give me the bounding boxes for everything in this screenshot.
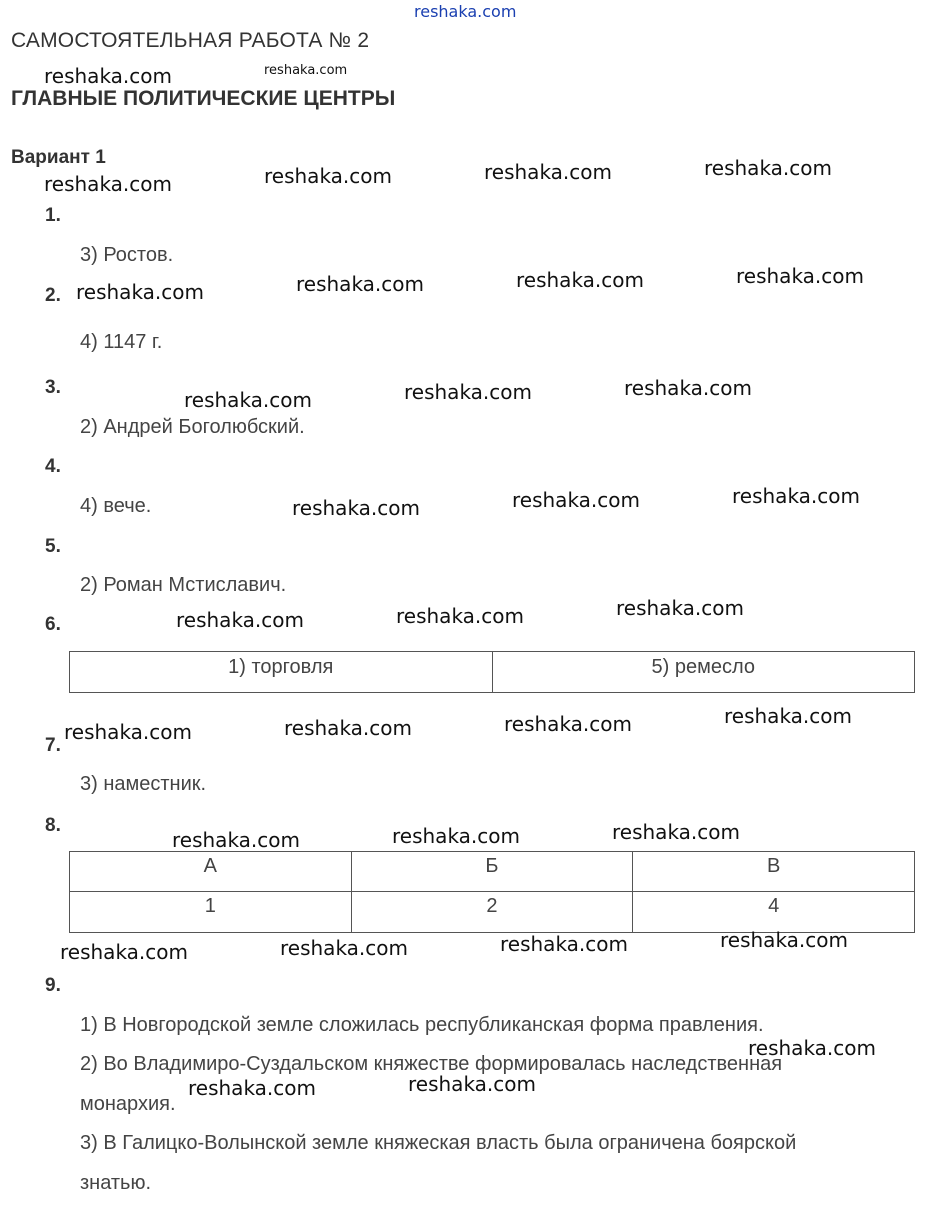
question-number: 2. [45, 285, 61, 306]
question-number: 5. [45, 536, 61, 557]
watermark: reshaka.com [720, 928, 848, 952]
watermark: reshaka.com [748, 1036, 876, 1060]
table-header-cell: В [633, 852, 915, 892]
answer-line: 3) В Галицко-Волынской земле княжеская власть была ограничена боярской [80, 1132, 797, 1154]
watermark: reshaka.com [184, 388, 312, 412]
watermark: reshaka.com [292, 496, 420, 520]
watermark: reshaka.com [264, 164, 392, 188]
table-header-cell: А [70, 852, 352, 892]
watermark: reshaka.com [484, 160, 612, 184]
watermark: reshaka.com [408, 1072, 536, 1096]
watermark: reshaka.com [612, 820, 740, 844]
table-cell: 5) ремесло [492, 652, 915, 693]
watermark: reshaka.com [284, 716, 412, 740]
table-cell: 1 [70, 892, 352, 933]
answer-line: монархия. [80, 1093, 176, 1115]
table-cell: 2 [351, 892, 633, 933]
answer-line: 1) В Новгородской земле сложилась республиканская форма правления. [80, 1014, 764, 1036]
table-cell: 1) торговля [70, 652, 493, 693]
question-number: 4. [45, 456, 61, 477]
page-title: САМОСТОЯТЕЛЬНАЯ РАБОТА № 2 [11, 29, 370, 52]
question-number: 7. [45, 735, 61, 756]
question-answer: 4) вече. [80, 495, 152, 517]
watermark: reshaka.com [176, 608, 304, 632]
watermark: reshaka.com [516, 268, 644, 292]
watermark: reshaka.com [500, 932, 628, 956]
watermark: reshaka.com [396, 604, 524, 628]
watermark: reshaka.com [616, 596, 744, 620]
variant-heading: Вариант 1 [11, 147, 106, 168]
watermark: reshaka.com [404, 380, 532, 404]
watermark: reshaka.com [732, 484, 860, 508]
question-answer: 3) наместник. [80, 773, 207, 795]
question-number: 8. [45, 815, 61, 836]
watermark: reshaka.com [296, 272, 424, 296]
watermark: reshaka.com [60, 940, 188, 964]
answer-table-8 [69, 851, 915, 933]
watermark: reshaka.com [188, 1076, 316, 1100]
watermark: reshaka.com [392, 824, 520, 848]
question-number: 6. [45, 614, 61, 635]
answer-table-6 [69, 651, 915, 693]
answer-line: 2) Во Владимиро-Суздальском княжестве формировалась наследственная [80, 1053, 783, 1075]
question-number: 9. [45, 975, 61, 996]
watermark: reshaka.com [504, 712, 632, 736]
watermark: reshaka.com [280, 936, 408, 960]
page-subtitle: ГЛАВНЫЕ ПОЛИТИЧЕСКИЕ ЦЕНТРЫ [11, 87, 396, 110]
answer-line: знатью. [80, 1172, 152, 1194]
watermark: reshaka.com [64, 720, 192, 744]
watermark: reshaka.com [172, 828, 300, 852]
question-number: 3. [45, 377, 61, 398]
watermark: reshaka.com [264, 63, 348, 78]
watermark: reshaka.com [76, 280, 204, 304]
question-answer: 2) Андрей Боголюбский. [80, 416, 305, 438]
table-header-cell: Б [351, 852, 633, 892]
watermark-top: reshaka.com [414, 2, 517, 21]
question-number: 1. [45, 205, 61, 226]
table-cell: 4 [633, 892, 915, 933]
watermark: reshaka.com [724, 704, 852, 728]
watermark: reshaka.com [44, 64, 172, 88]
question-answer: 2) Роман Мстиславич. [80, 574, 287, 596]
watermark: reshaka.com [704, 156, 832, 180]
watermark: reshaka.com [736, 264, 864, 288]
watermark: reshaka.com [512, 488, 640, 512]
question-answer: 3) Ростов. [80, 244, 174, 266]
question-answer: 4) 1147 г. [80, 331, 163, 353]
watermark: reshaka.com [624, 376, 752, 400]
watermark: reshaka.com [44, 172, 172, 196]
